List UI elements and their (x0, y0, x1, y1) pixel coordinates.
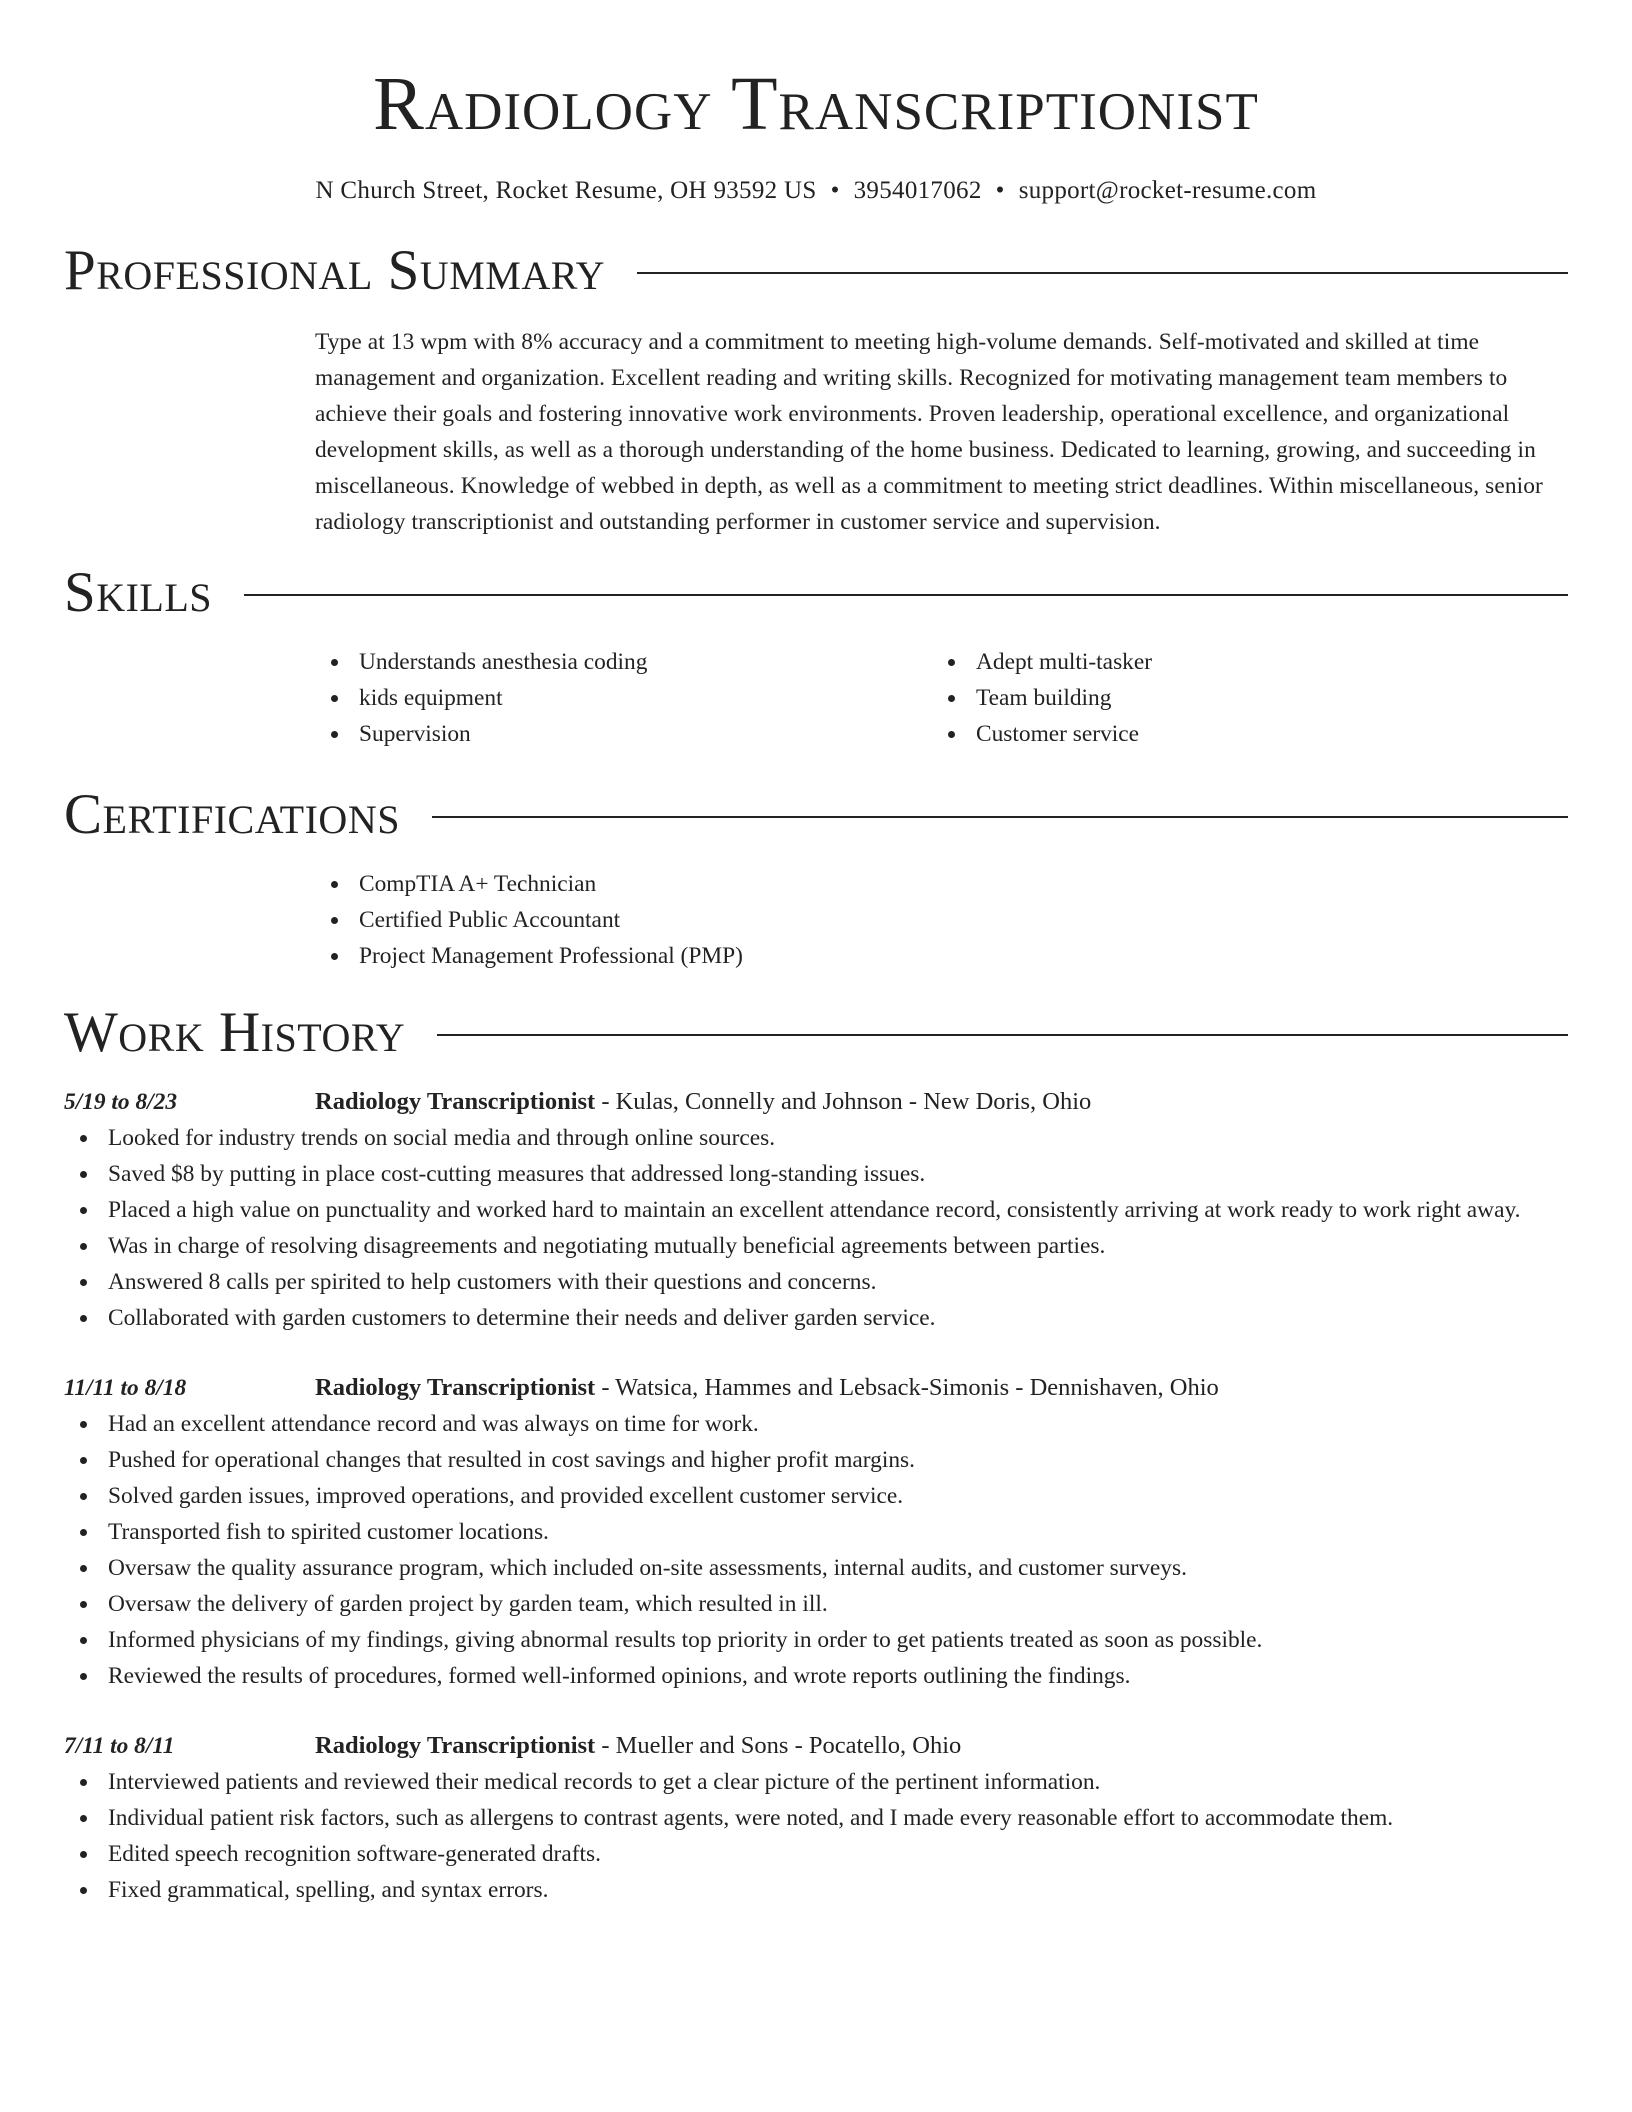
job-employer: - Mueller and Sons - Pocatello, Ohio (595, 1732, 962, 1759)
job-duty: Oversaw the quality assurance program, which included on-site assessments, internal audits, and customer surveys. (64, 1550, 1568, 1586)
job-duty: Had an excellent attendance record and was always on time for work. (64, 1406, 1568, 1442)
certifications-section (315, 866, 1568, 974)
job-duty: Placed a high value on punctuality and worked hard to maintain an excellent attendance record, consistently arriving at work ready to work right away. (64, 1192, 1568, 1228)
bullet-icon (80, 1887, 87, 1894)
skill-item: Supervision (315, 716, 932, 752)
bullet-icon (80, 1135, 87, 1142)
skills-list-left (315, 644, 932, 752)
job-duties-list (64, 1120, 1568, 1336)
job-duty: Edited speech recognition software-generated drafts. (64, 1836, 1568, 1872)
bullet-icon (80, 1565, 87, 1572)
resume-page (64, 0, 1568, 1908)
job-entry (64, 1728, 1568, 1908)
job-role: Radiology Transcriptionist (315, 1374, 596, 1401)
job-duty: Looked for industry trends on social media and through online sources. (64, 1120, 1568, 1156)
skill-item: Understands anesthesia coding (315, 644, 932, 680)
bullet-icon (80, 1279, 87, 1286)
skill-item: kids equipment (315, 680, 932, 716)
work-section-header (64, 1000, 1568, 1066)
summary-title: Professional Summary (64, 239, 606, 302)
work-title: Work History (64, 1001, 406, 1064)
summary-section-header (64, 238, 1568, 304)
bullet-icon (80, 1493, 87, 1500)
job-duty: Reviewed the results of procedures, formed well-informed opinions, and wrote reports outlining the findings. (64, 1658, 1568, 1694)
bullet-icon (80, 1673, 87, 1680)
job-duty: Was in charge of resolving disagreements and negotiating mutually beneficial agreements between parties. (64, 1228, 1568, 1264)
job-duty: Transported fish to spirited customer locations. (64, 1514, 1568, 1550)
job-duty: Informed physicians of my findings, giving abnormal results top priority in order to get patients treated as soon as possible. (64, 1622, 1568, 1658)
skills-title: Skills (64, 561, 213, 624)
certification-item: Project Management Professional (PMP) (315, 938, 1568, 974)
job-role: Radiology Transcriptionist (315, 1732, 596, 1759)
job-dates: 11/11 to 8/18 (64, 1375, 187, 1401)
bullet-icon (948, 695, 955, 702)
job-duties-list (64, 1406, 1568, 1694)
bullet-icon (80, 1779, 87, 1786)
job-header (315, 1728, 1568, 1764)
bullet-icon (80, 1851, 87, 1858)
section-divider (437, 1034, 1568, 1036)
candidate-name: Radiology Transcriptionist (373, 62, 1259, 146)
bullet-icon (80, 1457, 87, 1464)
certifications-list (315, 866, 1568, 974)
section-divider (637, 272, 1568, 274)
contact-separator: • (830, 177, 840, 204)
certification-item: CompTIA A+ Technician (315, 866, 1568, 902)
job-role: Radiology Transcriptionist (315, 1088, 596, 1115)
job-entry (64, 1370, 1568, 1694)
contact-email: support@rocket-resume.com (1018, 177, 1317, 204)
contact-line (64, 174, 1568, 208)
job-employer: - Kulas, Connelly and Johnson - New Doris, Ohio (595, 1088, 1092, 1115)
skill-item: Team building (932, 680, 1549, 716)
job-duty: Answered 8 calls per spirited to help customers with their questions and concerns. (64, 1264, 1568, 1300)
job-duty: Saved $8 by putting in place cost-cutting measures that addressed long-standing issues. (64, 1156, 1568, 1192)
bullet-icon (80, 1815, 87, 1822)
certification-item: Certified Public Accountant (315, 902, 1568, 938)
bullet-icon (80, 1601, 87, 1608)
bullet-icon (80, 1315, 87, 1322)
contact-separator: • (995, 177, 1005, 204)
bullet-icon (331, 953, 338, 960)
bullet-icon (948, 731, 955, 738)
skill-item: Adept multi-tasker (932, 644, 1549, 680)
contact-phone: 3954017062 (853, 177, 982, 204)
certifications-title: Certifications (64, 783, 400, 846)
job-header (315, 1084, 1568, 1120)
bullet-icon (331, 731, 338, 738)
bullet-icon (331, 695, 338, 702)
skills-section-header (64, 560, 1568, 626)
section-divider (432, 816, 1568, 818)
bullet-icon (331, 917, 338, 924)
bullet-icon (80, 1171, 87, 1178)
skills-list-right (932, 644, 1549, 752)
bullet-icon (331, 881, 338, 888)
contact-address: N Church Street, Rocket Resume, OH 93592 US (315, 177, 817, 204)
bullet-icon (331, 659, 338, 666)
job-duty: Pushed for operational changes that resulted in cost savings and higher profit margins. (64, 1442, 1568, 1478)
job-dates: 5/19 to 8/23 (64, 1089, 178, 1115)
job-header (315, 1370, 1568, 1406)
skills-section (315, 644, 1568, 752)
bullet-icon (80, 1637, 87, 1644)
job-duty: Individual patient risk factors, such as allergens to contrast agents, were noted, and I made every reasonable effort to accommodate them. (64, 1800, 1568, 1836)
certifications-section-header (64, 782, 1568, 848)
bullet-icon (80, 1529, 87, 1536)
bullet-icon (80, 1421, 87, 1428)
job-duty: Fixed grammatical, spelling, and syntax errors. (64, 1872, 1568, 1908)
job-duty: Interviewed patients and reviewed their medical records to get a clear picture of the pertinent information. (64, 1764, 1568, 1800)
job-duty: Solved garden issues, improved operations, and provided excellent customer service. (64, 1478, 1568, 1514)
skill-item: Customer service (932, 716, 1549, 752)
job-employer: - Watsica, Hammes and Lebsack-Simonis - Dennishaven, Ohio (595, 1374, 1219, 1401)
summary-section (315, 324, 1568, 540)
job-duty: Collaborated with garden customers to determine their needs and deliver garden service. (64, 1300, 1568, 1336)
bullet-icon (80, 1243, 87, 1250)
job-duty: Oversaw the delivery of garden project by garden team, which resulted in ill. (64, 1586, 1568, 1622)
section-divider (244, 594, 1568, 596)
bullet-icon (948, 659, 955, 666)
summary-text: Type at 13 wpm with 8% accuracy and a commitment to meeting high-volume demands. Self-motivated and skilled at time management and organization. Excellent reading and writing skills. Recognized for motivating management team members to achieve their goals and fostering innovative work environments. Proven leadership, operational excellence, and organizational development skills, as well as a thorough understanding of the home business. Dedicated to learning, growing, and succeeding in miscellaneous. Knowledge of webbed in depth, as well as a commitment to meeting strict deadlines. Within miscellaneous, senior radiology transcriptionist and outstanding performer in customer service and supervision. (315, 329, 1543, 535)
job-dates: 7/11 to 8/11 (64, 1733, 175, 1759)
bullet-icon (80, 1207, 87, 1214)
job-duties-list (64, 1764, 1568, 1908)
job-entry (64, 1084, 1568, 1336)
